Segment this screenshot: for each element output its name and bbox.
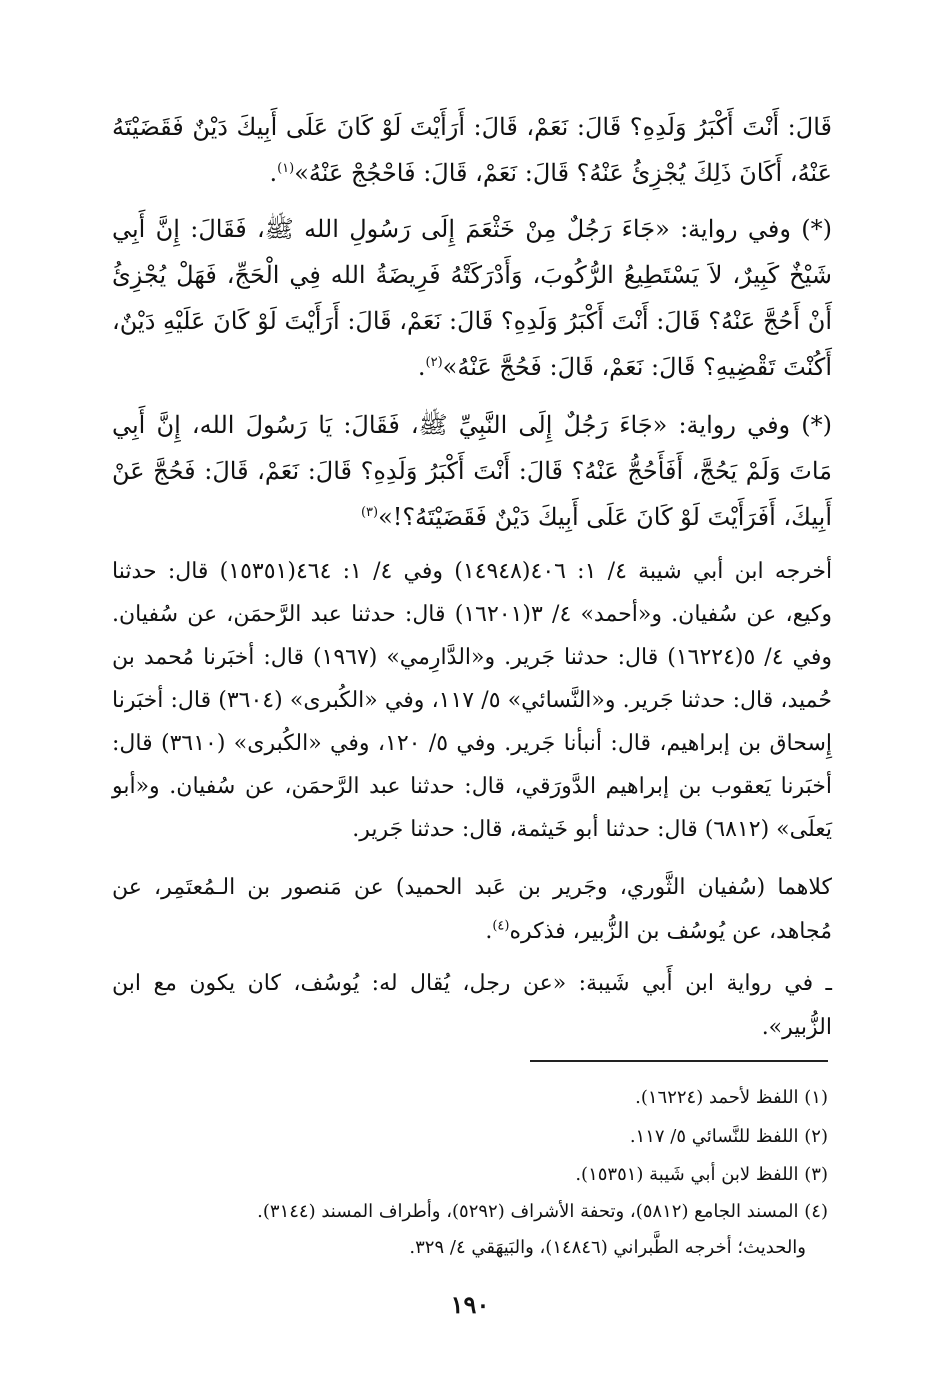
footnote-marker: (١) xyxy=(277,161,295,176)
paragraph-text: كلاهما (سُفيان الثَّوري، وجَرير بن عَبد الحميد) عن مَنصور بن الـمُعتَمِر، عن مُجاهد، عن يُوسُف بن الزُّبير، فذكره xyxy=(112,875,832,944)
footnote-marker: (٢) xyxy=(425,355,443,370)
footnote-2: (٢) اللفظ للنَّسائي ٥/ ١١٧. xyxy=(629,1126,828,1147)
paragraph-tail: . xyxy=(269,159,278,187)
hadith-text-paragraph xyxy=(112,104,832,196)
footnote-marker: (٤) xyxy=(492,918,510,934)
paragraph-tail: . xyxy=(485,919,493,944)
page-number: ١٩٠ xyxy=(450,1290,490,1319)
footnote-4-continuation: والحديث؛ أخرجه الطَّبراني (١٤٨٤٦)، والبَيهَقي ٤/ ٣٢٩. xyxy=(409,1237,806,1258)
takhrij-paragraph xyxy=(112,550,832,851)
paragraph-text: أخرجه ابن أبي شيبة ٤/ ١: ٤٠٦(١٤٩٤٨) وفي ٤/ ١: ٤٦٤(١٥٣٥١) قال: حدثنا وكيع، عن سُفيان. و«أحمد» ٤/ ٣(١٦٢٠١) قال: حدثنا عبد الرَّحمَن، عن سُفيان. وفي ٤/ ٥(١٦٢٢٤) قال: حدثنا جَرير. و«الدَّارِمي» (١٩٦٧) قال: أخبَرنا مُحمد بن حُميد، قال: حدثنا جَرير. و«النَّسائي» ٥/ ١١٧، وفي «الكُبرى» (٣٦٠٤) قال: أخبَرنا إِسحاق بن إبراهيم، قال: أنبأنا جَرير. وفي ٥/ ١٢٠، وفي «الكُبرى» (٣٦١٠) قال: أخبَرنا يَعقوب بن إبراهيم الدَّورَقي، قال: حدثنا عبد الرَّحمَن، عن سُفيان. و«أبو يَعلَى» (٦٨١٢) قال: حدثنا أبو خَيثمة، قال: حدثنا جَرير. xyxy=(112,559,833,842)
paragraph-tail: . xyxy=(417,353,426,381)
paragraph-text: قَالَ: أَنْتَ أَكْبَرُ وَلَدِهِ؟ قَالَ: نَعَمْ، قَالَ: أَرَأَيْتَ لَوْ كَانَ عَلَى أَبِيكَ دَيْنٌ فَقَضَيْتَهُ عَنْهُ، أَكَانَ ذَلِكَ يُجْزِئُ عَنْهُ؟ قَالَ: نَعَمْ، قَالَ: فَاحْجُجْ عَنْهُ» xyxy=(112,113,832,187)
footnote-marker: (٣) xyxy=(360,505,379,520)
narration-variant-paragraph xyxy=(112,402,832,540)
variant-note-paragraph xyxy=(112,962,832,1050)
isnad-summary-paragraph xyxy=(112,866,832,954)
paragraph-text: ـ في رواية ابن أَبي شَيبة: «عن رجل، يُقال له: يُوسُف، كان يكون مع ابن الزُّبير». xyxy=(112,971,832,1040)
footnote-4: (٤) المسند الجامع (٥٨١٢)، وتحفة الأشراف (٥٢٩٢)، وأطراف المسند (٣١٤٤). xyxy=(257,1201,828,1222)
footnote-3: (٣) اللفظ لابن أبي شَيبة (١٥٣٥١). xyxy=(575,1164,828,1185)
paragraph-text: (*) وفي رواية: «جَاءَ رَجُلٌ مِنْ خَثْعَمَ إِلَى رَسُولِ الله ﷺ، فَقَالَ: إِنَّ أَبِي شَيْخٌ كَبِيرٌ، لاَ يَسْتَطِيعُ الرُّكُوبَ، وَأَدْرَكَتْهُ فَرِيضَةُ الله فِي الْحَجِّ، فَهَلْ يُجْزِئُ أَنْ أَحُجَّ عَنْهُ؟ قَالَ: أَنْتَ أَكْبَرُ وَلَدِهِ؟ قَالَ: نَعَمْ، قَالَ: أَرَأَيْتَ لَوْ كَانَ عَلَيْهِ دَيْنٌ، أَكُنْتَ تَقْضِيهِ؟ قَالَ: نَعَمْ، قَالَ: فَحُجَّ عَنْهُ» xyxy=(112,215,832,381)
footnote-separator xyxy=(530,1060,828,1062)
narration-variant-paragraph xyxy=(112,206,832,390)
footnote-1: (١) اللفظ لأحمد (١٦٢٢٤). xyxy=(635,1087,828,1108)
paragraph-text: (*) وفي رواية: «جَاءَ رَجُلٌ إِلَى النَّبِيِّ ﷺ، فَقَالَ: يَا رَسُولَ الله، إِنَّ أَبِي مَاتَ وَلَمْ يَحُجَّ، أَفَأَحُجُّ عَنْهُ؟ قَالَ: أَنْتَ أَكْبَرُ وَلَدِهِ؟ قَالَ: نَعَمْ، قَالَ: فَحُجَّ عَنْ أَبِيكَ، أَفَرَأَيْتَ لَوْ كَانَ عَلَى أَبِيكَ دَيْنٌ فَقَضَيْتَهُ؟!» xyxy=(112,411,832,531)
